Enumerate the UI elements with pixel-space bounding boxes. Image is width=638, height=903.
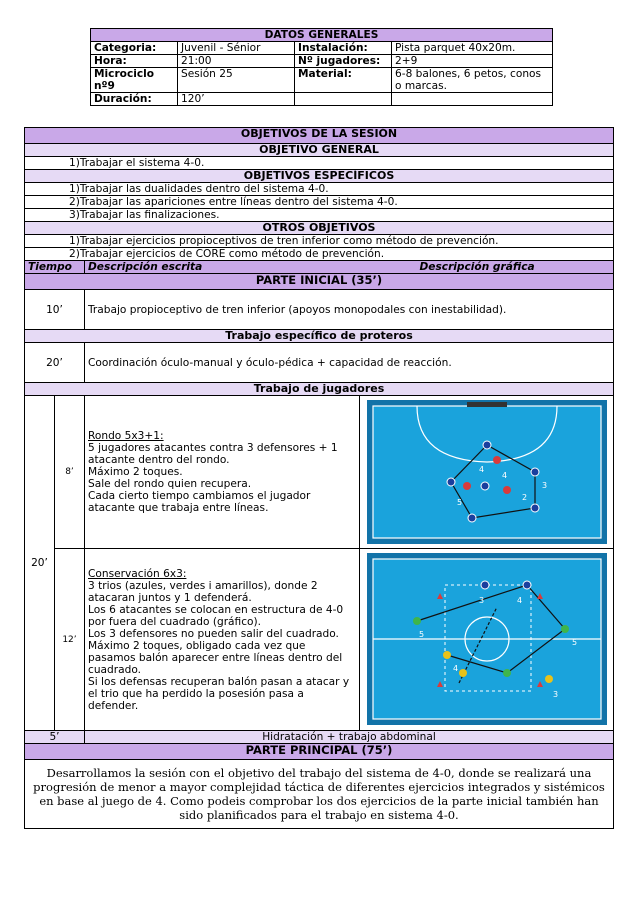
conservation-court-diagram — [367, 553, 607, 725]
player-marker — [483, 441, 491, 449]
defender-marker — [463, 482, 471, 490]
court-number: 4 — [478, 465, 484, 474]
court-number: 3 — [552, 690, 558, 699]
value-players: 2+9 — [392, 55, 553, 68]
session-table — [24, 127, 614, 829]
specific-objective-item: 2)Trabajar las apariciones entre líneas dentro del sistema 4-0. — [25, 196, 614, 209]
hydration-text: Hidratación + trabajo abdominal — [85, 731, 614, 744]
rondo-time: 8’ — [55, 396, 85, 549]
label-category: Categoria: — [91, 42, 178, 55]
player-marker — [413, 617, 421, 625]
players-time: 20’ — [25, 396, 55, 731]
goalkeeper-time: 20’ — [25, 343, 85, 383]
goalkeeper-section-title: Trabajo específico de proteros — [25, 330, 614, 343]
label-facility: Instalación: — [295, 42, 392, 55]
conservation-line: Los 3 defensores no pueden salir del cuadrado. — [88, 627, 339, 640]
player-marker — [503, 669, 511, 677]
rondo-line: 5 jugadores atacantes contra 3 defensores + 1 atacante dentro del rondo. — [88, 442, 338, 466]
court-number: 4 — [516, 596, 522, 605]
label-material: Material: — [295, 68, 392, 93]
conservation-title: Conservación 6x3: — [88, 567, 187, 580]
label-players: Nº jugadores: — [295, 55, 392, 68]
principal-part-title: PARTE PRINCIPAL (75’) — [25, 744, 614, 760]
column-graphic-description: Descripción gráfica — [360, 261, 614, 274]
specific-objectives-title: OBJETIVOS ESPECÍFICOS — [25, 170, 614, 183]
player-marker — [561, 625, 569, 633]
label-duration: Duración: — [91, 93, 178, 106]
conservation-diagram-cell — [360, 549, 614, 731]
initial-part-title: PARTE INICIAL (35’) — [25, 274, 614, 290]
other-objective-item: 1)Trabajar ejercicios propioceptivos de tren inferior como método de prevención. — [25, 235, 614, 248]
objectives-title: OBJETIVOS DE LA SESIÓN — [25, 128, 614, 144]
court-surface — [373, 406, 601, 538]
player-marker — [531, 504, 539, 512]
column-time: Tiempo — [25, 261, 85, 274]
conservation-line: 3 trios (azules, verdes i amarillos), donde 2 atacaran juntos y 1 defenderá. — [88, 579, 318, 604]
rondo-line: Cada cierto tiempo cambiamos el jugador atacante que trabaja entre líneas. — [88, 490, 311, 514]
hydration-time: 5’ — [25, 731, 85, 744]
conservation-line: Los 6 atacantes se colocan en estructura de 4-0 por fuera del cuadrado (gráfico). — [88, 603, 344, 628]
other-objective-item: 2)Trabajar ejercicios de CORE como método de prevención. — [25, 248, 614, 261]
rondo-line: Máximo 2 toques. — [88, 466, 183, 478]
conservation-line: Si los defensas recuperan balón pasan a atacar y el trio que ha perdido la posesión pasa a defender. — [88, 675, 350, 712]
defender-marker — [493, 456, 501, 464]
player-marker — [468, 514, 476, 522]
player-marker — [481, 581, 489, 589]
players-section-title: Trabajo de jugadores — [25, 383, 614, 396]
rondo-line: Sale del rondo quien recupera. — [88, 478, 252, 490]
other-objectives-title: OTROS OBJETIVOS — [25, 222, 614, 235]
general-objective-title: OBJETIVO GENERAL — [25, 144, 614, 157]
court-number: 2 — [521, 493, 527, 502]
value-duration: 120’ — [178, 93, 295, 106]
general-data-title: DATOS GENERALES — [91, 29, 553, 42]
value-session: Sesión 25 — [178, 68, 295, 93]
specific-objective-item: 1)Trabajar las dualidades dentro del sistema 4-0. — [25, 183, 614, 196]
principal-part-text: Desarrollamos la sesión con el objetivo del trabajo del sistema de 4-0, donde se realizará una progresión de menor a mayor complejidad táctica de diferentes ejercicios integrados y sistémicos en base al juego de 4. Como podeis comprobar los dos ejercicios de la parte inicial también han sido planificados para el trabajo en sistema 4-0. — [25, 760, 614, 829]
value-time: 21:00 — [178, 55, 295, 68]
empty-cell — [295, 93, 392, 106]
player-marker — [459, 669, 467, 677]
court-number: 4 — [452, 664, 458, 673]
proprio-text: Trabajo propioceptivo de tren inferior (apoyos monopodales con inestabilidad). — [85, 290, 614, 330]
value-category: Juvenil - Sénior — [178, 42, 295, 55]
rondo-description — [85, 396, 360, 549]
defender-marker — [503, 486, 511, 494]
general-objective-item: 1)Trabajar el sistema 4-0. — [25, 157, 614, 170]
goal-icon — [467, 402, 507, 407]
court-number: 5 — [418, 630, 424, 639]
court-number: 4 — [501, 471, 507, 480]
player-marker — [523, 581, 531, 589]
conservation-description — [85, 549, 360, 731]
conservation-line: Máximo 2 toques, obligado cada vez que pasamos balón aparecer entre líneas dentro del cuadrado. — [88, 639, 343, 676]
general-data-table — [90, 28, 553, 106]
rondo-title: Rondo 5x3+1: — [88, 430, 164, 442]
specific-objective-item: 3)Trabajar las finalizaciones. — [25, 209, 614, 222]
player-marker — [531, 468, 539, 476]
court-number: 3 — [478, 596, 484, 605]
player-marker — [443, 651, 451, 659]
rondo-court-diagram — [367, 400, 607, 544]
inner-attacker-marker — [481, 482, 489, 490]
conservation-time: 12’ — [55, 549, 85, 731]
rondo-diagram-cell — [360, 396, 614, 549]
court-number: 5 — [456, 498, 462, 507]
label-time: Hora: — [91, 55, 178, 68]
proprio-time: 10’ — [25, 290, 85, 330]
value-facility: Pista parquet 40x20m. — [392, 42, 553, 55]
court-number: 5 — [571, 638, 577, 647]
player-marker — [545, 675, 553, 683]
empty-cell — [392, 93, 553, 106]
court-number: 3 — [541, 481, 547, 490]
goalkeeper-text: Coordinación óculo-manual y óculo-pédica + capacidad de reacción. — [85, 343, 614, 383]
value-material: 6-8 balones, 6 petos, conos o marcas. — [392, 68, 553, 93]
player-marker — [447, 478, 455, 486]
column-written-description: Descripción escrita — [85, 261, 360, 274]
label-microcycle: Microciclo nº9 — [91, 68, 178, 93]
